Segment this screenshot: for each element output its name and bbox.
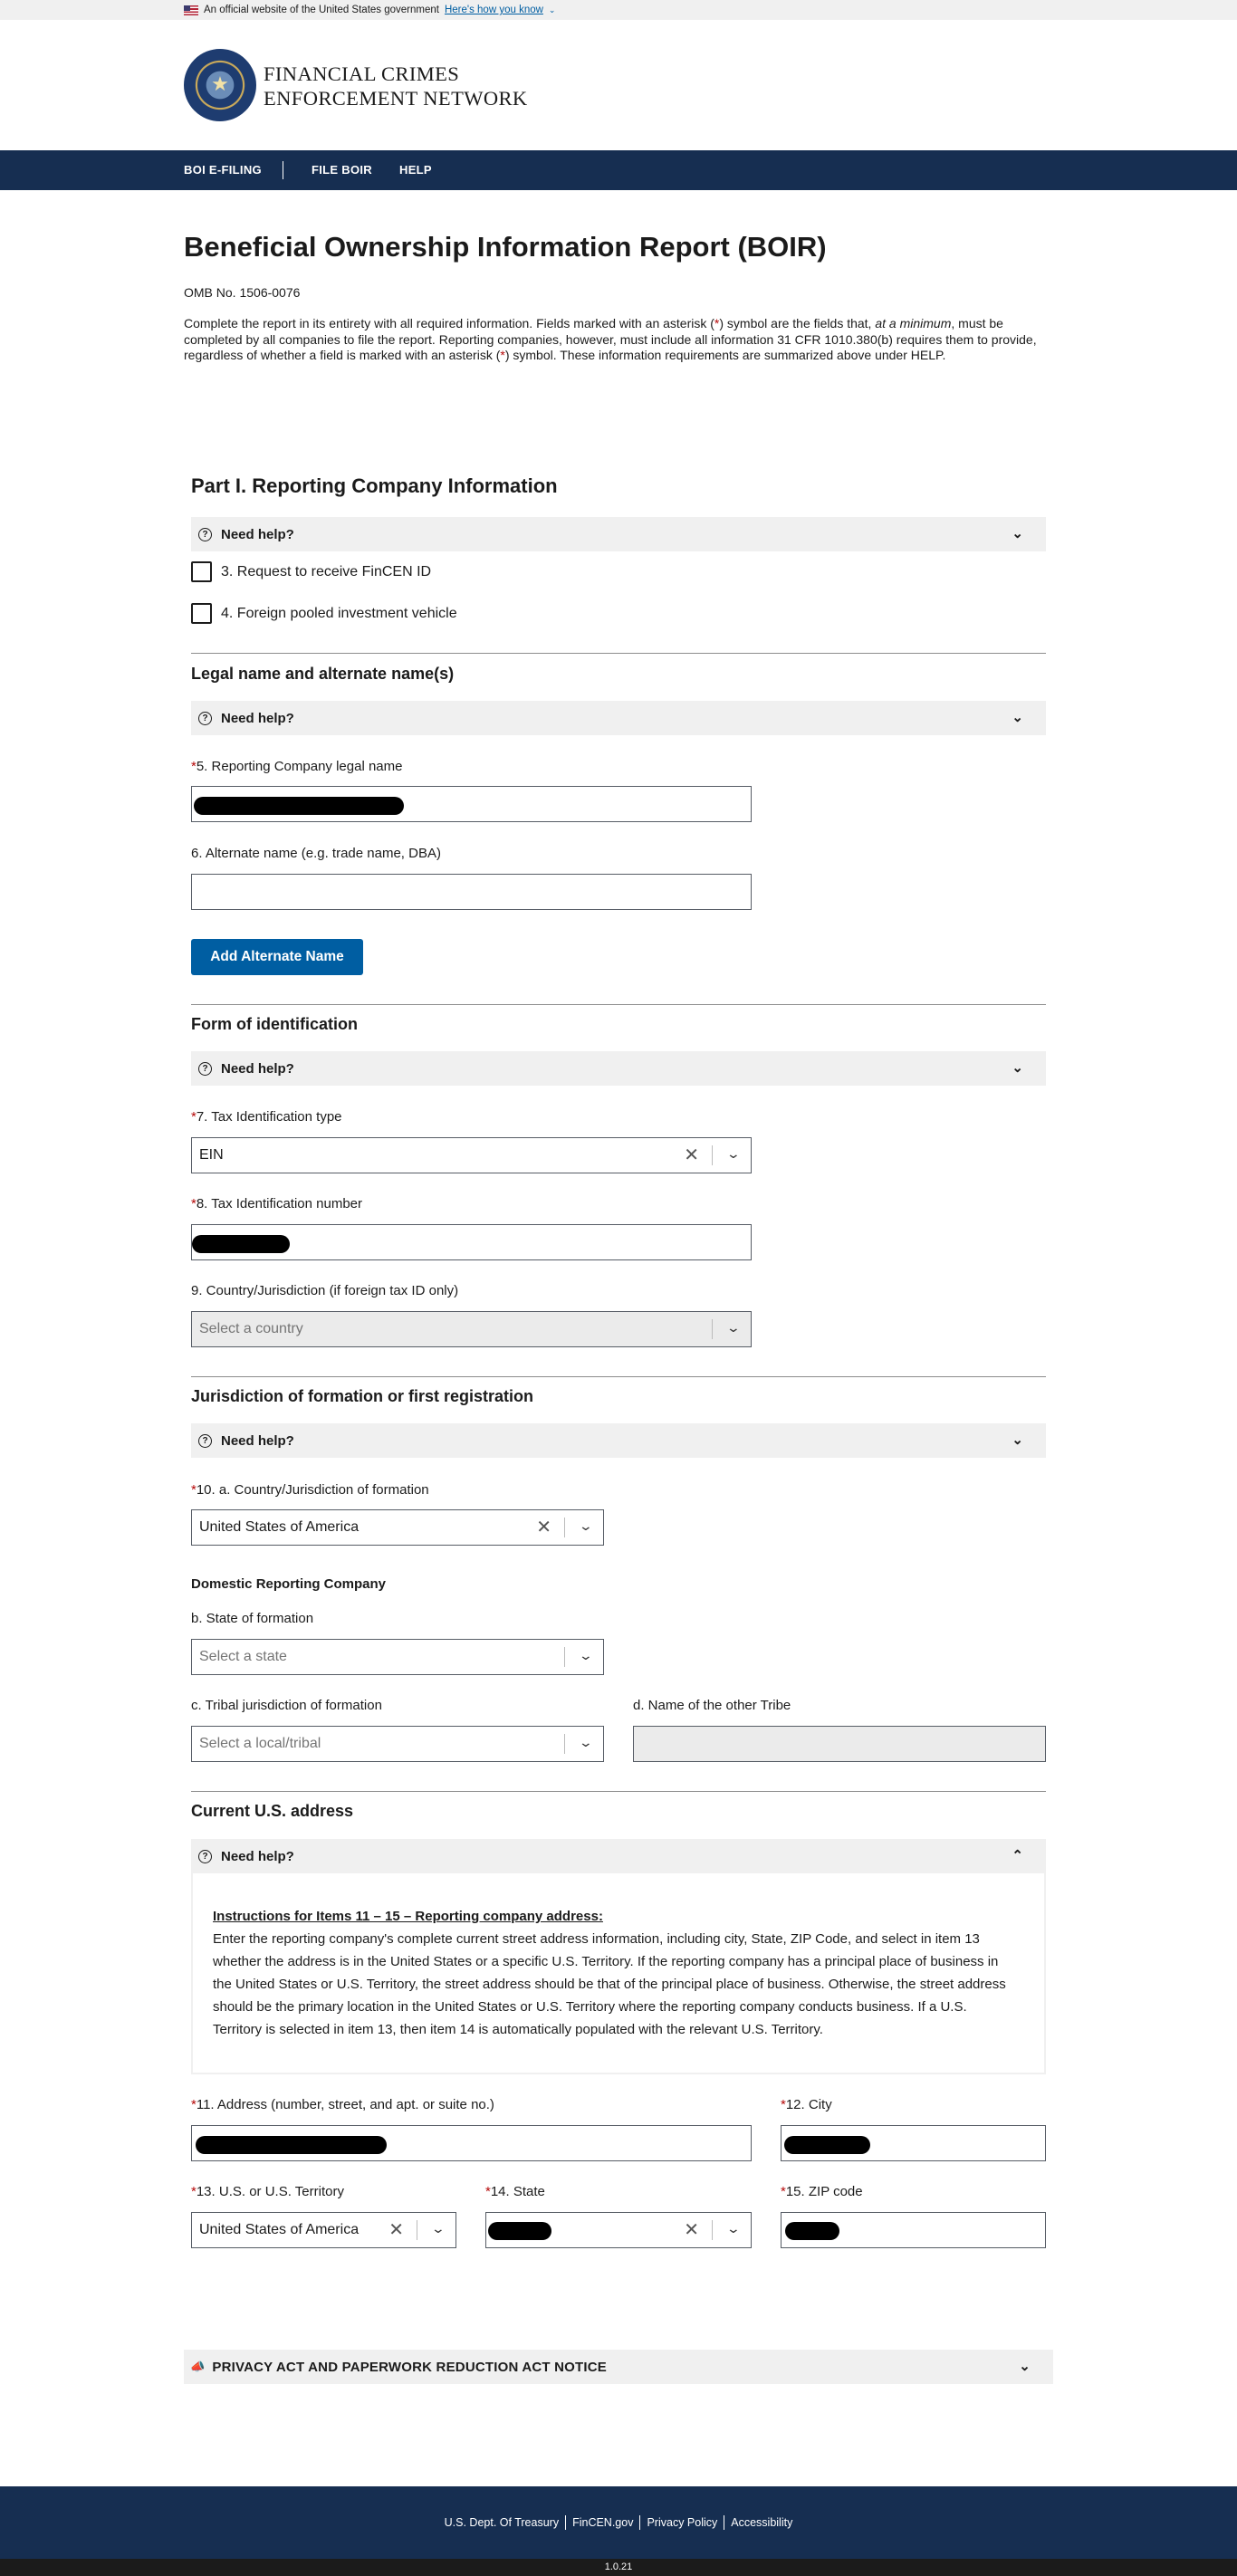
clear-icon[interactable]: ✕ (536, 1518, 551, 1537)
version-number: 1.0.21 (0, 2559, 1237, 2576)
nav-file-boir[interactable]: FILE BOIR (312, 163, 372, 177)
territory-select[interactable] (191, 2212, 456, 2248)
chevron-down-icon[interactable]: ⌄ (578, 1648, 594, 1662)
tax-id-type-value: EIN (199, 1147, 224, 1163)
us-flag-icon (184, 5, 198, 15)
chevron-down-icon: ⌄ (1012, 526, 1023, 541)
agency-name-line1: FINANCIAL CRIMES (264, 62, 460, 85)
privacy-act-accordion[interactable] (184, 2350, 1053, 2384)
address-instructions (213, 1905, 1019, 2041)
fincen-id-request-row (191, 561, 431, 582)
chevron-down-icon: ⌄ (1012, 710, 1023, 725)
tribal-placeholder: Select a local/tribal (199, 1736, 321, 1751)
need-help-label: Need help? (221, 710, 294, 726)
site-footer (0, 2486, 1237, 2559)
foreign-country-select[interactable] (191, 1311, 752, 1347)
alternate-name-label: 6. Alternate name (e.g. trade name, DBA) (191, 846, 441, 861)
redacted-value (488, 2222, 551, 2240)
formation-country-select[interactable] (191, 1509, 604, 1546)
chevron-down-icon: ⌄ (1019, 2359, 1031, 2374)
state-select[interactable] (485, 2212, 752, 2248)
privacy-act-title: PRIVACY ACT AND PAPERWORK REDUCTION ACT NOTICE (212, 2359, 607, 2375)
section-divider (191, 1376, 1046, 1377)
chevron-down-icon[interactable]: ⌄ (725, 2221, 742, 2236)
state-of-formation-select[interactable] (191, 1639, 604, 1675)
zip-label: *15. ZIP code (781, 2184, 863, 2199)
tribal-jurisdiction-label: c. Tribal jurisdiction of formation (191, 1698, 382, 1713)
foreign-pooled-row (191, 603, 457, 624)
jurisdiction-title: Jurisdiction of formation or first registration (191, 1387, 534, 1405)
question-icon: ? (198, 712, 212, 725)
territory-value: United States of America (199, 2222, 360, 2237)
question-icon: ? (198, 1434, 212, 1448)
clear-icon[interactable]: ✕ (388, 2220, 404, 2240)
legal-name-title: Legal name and alternate name(s) (191, 665, 455, 683)
other-tribe-label: d. Name of the other Tribe (633, 1698, 791, 1713)
clear-icon[interactable]: ✕ (684, 2220, 699, 2240)
heres-how-you-know-link[interactable]: Here's how you know (444, 5, 543, 15)
street-address-input[interactable] (191, 2125, 752, 2161)
jurisdiction-need-help-accordion[interactable] (191, 1423, 1046, 1458)
alternate-name-input[interactable] (191, 874, 752, 910)
gov-banner-text: An official website of the United States government (204, 5, 439, 15)
state-placeholder: Select a state (199, 1649, 287, 1664)
redacted-value (784, 2136, 870, 2154)
zip-input[interactable] (781, 2212, 1046, 2248)
section-divider (191, 1004, 1046, 1005)
megaphone-icon: 📣 (190, 2360, 206, 2373)
page-title: Beneficial Ownership Information Report (BOIR) (184, 231, 827, 263)
fincen-id-request-checkbox[interactable] (191, 561, 212, 582)
chevron-down-icon[interactable]: ⌄ (578, 1518, 594, 1533)
need-help-label: Need help? (221, 1060, 294, 1077)
city-input[interactable] (781, 2125, 1046, 2161)
chevron-up-icon: ⌃ (1012, 1848, 1023, 1863)
agency-name-line2: ENFORCEMENT NETWORK (264, 87, 528, 110)
main-nav (0, 150, 1237, 190)
address-instructions-heading: Instructions for Items 11 – 15 – Reporting company address: (213, 1909, 603, 1924)
foreign-country-placeholder: Select a country (199, 1321, 303, 1336)
redacted-value (785, 2222, 839, 2240)
city-label: *12. City (781, 2097, 832, 2112)
tax-id-number-input[interactable] (191, 1224, 752, 1260)
identification-title: Form of identification (191, 1015, 358, 1033)
chevron-down-icon[interactable]: ⌄ (430, 2221, 446, 2236)
fincen-id-request-label[interactable]: 3. Request to receive FinCEN ID (221, 563, 432, 579)
chevron-down-icon[interactable]: ⌄ (725, 1320, 742, 1335)
add-alternate-name-button[interactable]: Add Alternate Name (191, 939, 363, 975)
foreign-pooled-label[interactable]: 4. Foreign pooled investment vehicle (221, 605, 457, 621)
legal-name-need-help-accordion[interactable] (191, 701, 1046, 735)
need-help-label: Need help? (221, 1848, 294, 1864)
nav-boi-efiling[interactable]: BOI E-FILING (184, 163, 262, 177)
chevron-down-icon[interactable]: ⌄ (548, 5, 556, 14)
footer-link-accessibility[interactable]: Accessibility (731, 2516, 793, 2529)
part1-title: Part I. Reporting Company Information (191, 474, 558, 497)
foreign-pooled-checkbox[interactable] (191, 603, 212, 624)
address-need-help-accordion[interactable] (191, 1839, 1046, 1873)
chevron-down-icon[interactable]: ⌄ (578, 1735, 594, 1749)
state-label: *14. State (485, 2184, 545, 2199)
footer-link-fincen[interactable]: FinCEN.gov (572, 2516, 634, 2529)
tribal-jurisdiction-select[interactable] (191, 1726, 604, 1762)
clear-icon[interactable]: ✕ (684, 1145, 699, 1165)
redacted-value (196, 2136, 387, 2154)
omb-number: OMB No. 1506-0076 (184, 285, 301, 300)
legal-name-label: *5. Reporting Company legal name (191, 759, 403, 774)
question-icon: ? (198, 1850, 212, 1863)
formation-country-label: *10. a. Country/Jurisdiction of formation (191, 1482, 429, 1498)
site-header (0, 20, 1237, 150)
territory-label: *13. U.S. or U.S. Territory (191, 2184, 344, 2199)
need-help-label: Need help? (221, 526, 294, 542)
other-tribe-input[interactable] (633, 1726, 1046, 1762)
foreign-country-label: 9. Country/Jurisdiction (if foreign tax ID only) (191, 1283, 459, 1298)
street-address-label: *11. Address (number, street, and apt. or suite no.) (191, 2097, 494, 2112)
state-of-formation-label: b. State of formation (191, 1611, 314, 1626)
nav-help[interactable]: HELP (399, 163, 432, 177)
redacted-value (194, 797, 404, 815)
formation-country-value: United States of America (199, 1519, 360, 1535)
part1-need-help-accordion[interactable] (191, 517, 1046, 551)
tax-id-number-label: *8. Tax Identification number (191, 1196, 363, 1211)
chevron-down-icon[interactable]: ⌄ (725, 1146, 742, 1161)
domestic-company-heading: Domestic Reporting Company (191, 1576, 387, 1592)
intro-text: Complete the report in its entirety with all required information. Fields marked with an asterisk (*) symbol are the fields that, at a minimum, must be completed by all companies to file the report. Reporting companies, however, must include all information 31 CFR 1010.380(b) requires them to provide, regardless of whether a field is marked with an asterisk (*) symbol. These information requirements are summarized above under HELP. (184, 316, 1037, 362)
question-icon: ? (198, 1062, 212, 1076)
chevron-down-icon: ⌄ (1012, 1060, 1023, 1076)
agency-name[interactable] (264, 62, 528, 110)
tax-id-type-select[interactable] (191, 1137, 752, 1173)
need-help-label: Need help? (221, 1432, 294, 1449)
gov-banner (0, 0, 1237, 20)
section-divider (191, 1791, 1046, 1792)
legal-name-input[interactable] (191, 786, 752, 822)
identification-need-help-accordion[interactable] (191, 1051, 1046, 1086)
fincen-seal-logo[interactable] (184, 49, 256, 121)
address-instructions-body: Enter the reporting company's complete current street address information, including city, State, ZIP Code, and select in item 13 whether the address is in the United States or a specific U.S. Territory. If the reporting company has a principal place of business in the United States or U.S. Territory, the street address should be that of the principal place of business. Otherwise, the street address should be the primary location in the United States or U.S. Territory where the reporting company conducts business. If a U.S. Territory is selected in item 13, then item 14 is automatically populated with the relevant U.S. Territory. (213, 1931, 1006, 2037)
chevron-down-icon: ⌄ (1012, 1432, 1023, 1448)
footer-link-treasury[interactable]: U.S. Dept. Of Treasury (444, 2516, 560, 2529)
section-divider (191, 653, 1046, 654)
address-title: Current U.S. address (191, 1802, 354, 1820)
footer-link-privacy[interactable]: Privacy Policy (647, 2516, 718, 2529)
tax-id-type-label: *7. Tax Identification type (191, 1109, 342, 1125)
redacted-value (192, 1235, 290, 1253)
question-icon: ? (198, 528, 212, 541)
